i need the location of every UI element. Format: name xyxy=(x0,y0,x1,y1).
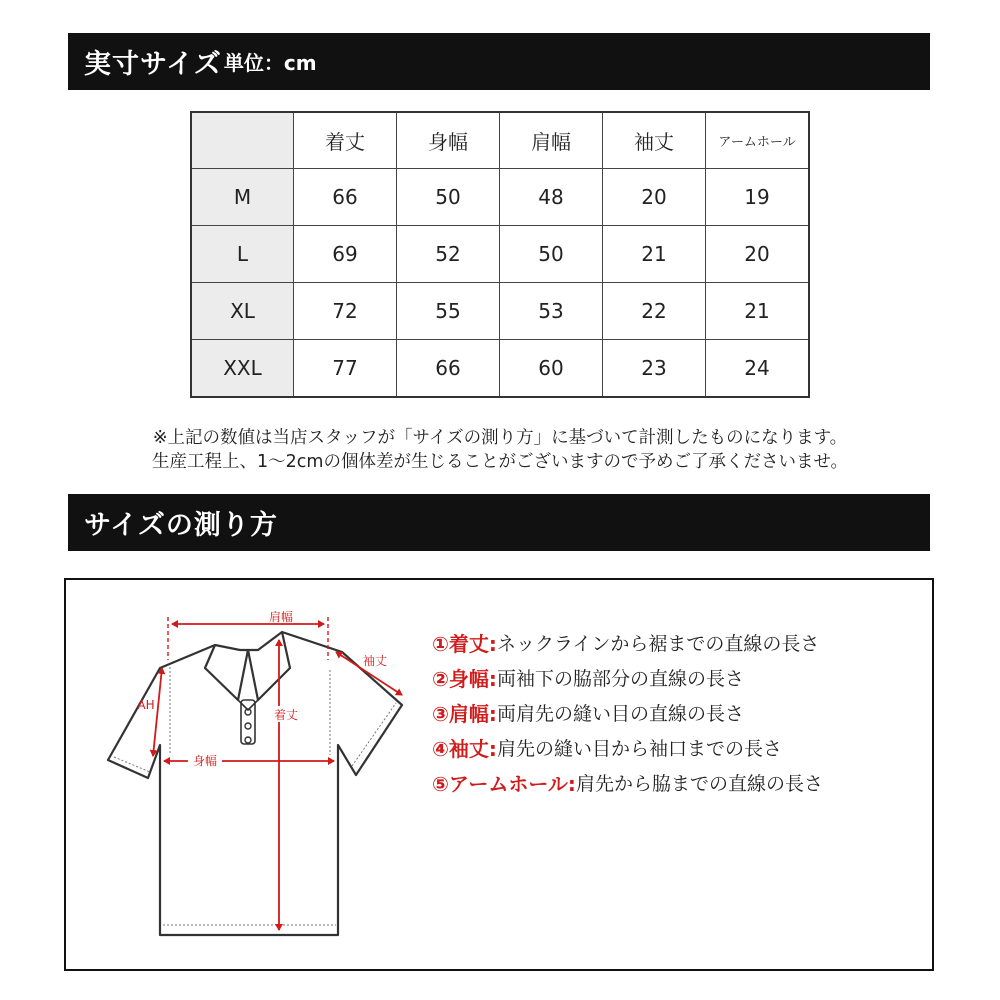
table-cell: 20 xyxy=(603,169,706,226)
table-cell: 53 xyxy=(500,283,603,340)
table-cell: 69 xyxy=(294,226,397,283)
table-cell: 55 xyxy=(397,283,500,340)
table-cell: 52 xyxy=(397,226,500,283)
table-cell: 50 xyxy=(500,226,603,283)
size-header-title: 実寸サイズ xyxy=(84,49,222,80)
column-header: アームホール xyxy=(706,112,810,169)
legend-desc: 両袖下の脇部分の直線の長さ xyxy=(496,668,744,690)
table-cell: 66 xyxy=(397,340,500,398)
list-item xyxy=(432,730,823,765)
size-label-cell: XL xyxy=(191,283,294,340)
table-cell: 48 xyxy=(500,169,603,226)
table-cell: 23 xyxy=(603,340,706,398)
legend-key: ⑤アームホール: xyxy=(432,772,576,796)
sleeve-label: 袖丈 xyxy=(362,654,388,668)
legend-key: ①着丈: xyxy=(432,632,497,656)
body-width-label: 身幅 xyxy=(192,754,218,768)
measurement-arrows xyxy=(153,624,402,930)
table-cell: 21 xyxy=(706,283,810,340)
table-cell: 22 xyxy=(603,283,706,340)
list-item xyxy=(432,660,823,695)
list-item xyxy=(432,625,823,660)
column-header: 袖丈 xyxy=(603,112,706,169)
size-header-unit: 単位：cm xyxy=(223,51,317,75)
table-cell: 19 xyxy=(706,169,810,226)
table-cell: 60 xyxy=(500,340,603,398)
table-cell: 24 xyxy=(706,340,810,398)
list-item xyxy=(432,695,823,730)
measurement-legend xyxy=(432,625,823,800)
list-item xyxy=(432,765,823,800)
legend-key: ③肩幅: xyxy=(432,702,497,726)
shirt-outline-icon xyxy=(108,632,402,935)
table-cell: 20 xyxy=(706,226,810,283)
legend-desc: 肩先から脇までの直線の長さ xyxy=(575,773,823,795)
legend-desc: ネックラインから裾までの直線の長さ xyxy=(496,633,820,655)
armhole-arrow xyxy=(153,668,162,756)
length-label: 着丈 xyxy=(273,708,299,722)
column-header: 着丈 xyxy=(294,112,397,169)
column-header: 肩幅 xyxy=(500,112,603,169)
variance-note: 生産工程上、1〜2cmの個体差が生じることがございますので予めご了承くださいませ。 xyxy=(152,452,848,472)
legend-desc: 肩先の縫い目から袖口までの長さ xyxy=(496,738,782,760)
table-cell: 50 xyxy=(397,169,500,226)
size-label-cell: L xyxy=(191,226,294,283)
table-cell: 66 xyxy=(294,169,397,226)
size-label-cell: XXL xyxy=(191,340,294,398)
legend-key: ④袖丈: xyxy=(432,737,497,761)
shoulder-label: 肩幅 xyxy=(268,610,294,624)
table-cell: 21 xyxy=(603,226,706,283)
table-cell: 72 xyxy=(294,283,397,340)
howto-header-title: サイズの測り方 xyxy=(84,510,278,541)
table-cell: 77 xyxy=(294,340,397,398)
measurement-note: ※上記の数値は当店スタッフが「サイズの測り方」に基づいて計測したものになります。 xyxy=(152,428,848,448)
ah-label: AH xyxy=(137,698,155,712)
legend-key: ②身幅: xyxy=(432,667,497,691)
legend-desc: 両肩先の縫い目の直線の長さ xyxy=(496,703,744,725)
column-header: 身幅 xyxy=(397,112,500,169)
size-label-cell: M xyxy=(191,169,294,226)
